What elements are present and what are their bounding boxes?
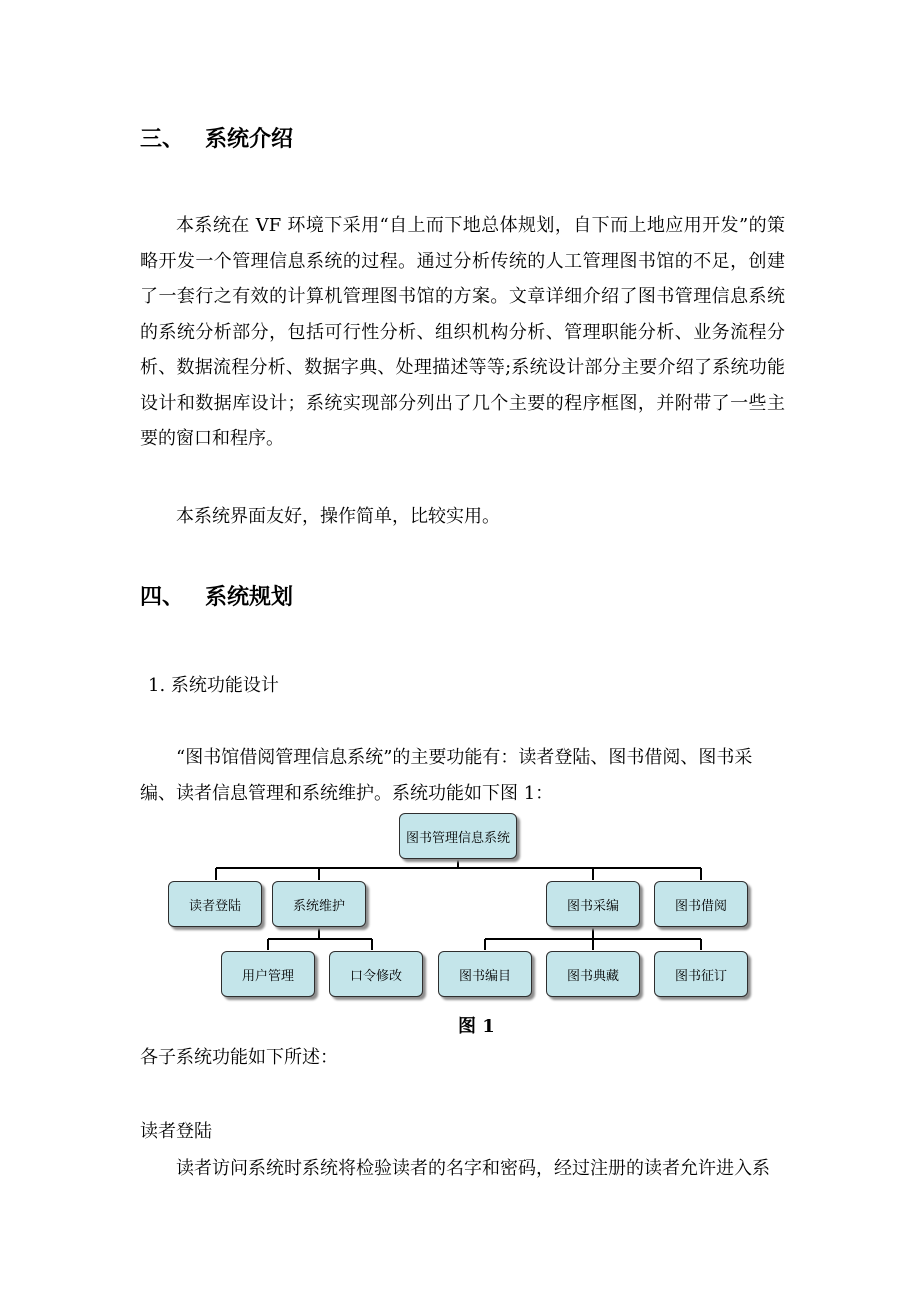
intro-line-2: 编、读者信息管理和系统维护。系统功能如下图 1： [140, 783, 554, 804]
subsystems-intro: 各子系统功能如下所述： [140, 1047, 338, 1068]
section-3-paragraph-2: 本系统界面友好，操作简单，比较实用。 [176, 506, 500, 527]
section-4-number: 四、 [140, 584, 185, 610]
section-3-title: 系统介绍 [205, 126, 294, 152]
reader-login-text: 读者访问系统时系统将检验读者的名字和密码，经过注册的读者允许进入系 [176, 1158, 770, 1179]
section-3-number: 三、 [140, 126, 185, 152]
figure-caption: 图 1 [458, 1016, 495, 1037]
intro-line-1: “图书馆借阅管理信息系统”的主要功能有：读者登陆、图书借阅、图书采 [176, 747, 753, 768]
diagram-node-system-maintenance: 系统维护 [272, 881, 366, 927]
diagram-root-node: 图书管理信息系统 [399, 813, 517, 859]
diagram-node-collection: 图书典藏 [546, 951, 640, 997]
diagram-node-ordering: 图书征订 [654, 951, 748, 997]
diagram-node-user-management: 用户管理 [221, 951, 315, 997]
diagram-node-reader-login: 读者登陆 [168, 881, 262, 927]
subsection-1-title: 1. 系统功能设计 [148, 675, 279, 696]
diagram-node-cataloging: 图书编目 [438, 951, 532, 997]
section-4-title: 系统规划 [205, 584, 294, 610]
diagram-node-book-acquisition: 图书采编 [546, 881, 640, 927]
diagram-node-book-borrowing: 图书借阅 [654, 881, 748, 927]
reader-login-heading: 读者登陆 [140, 1121, 212, 1142]
diagram-node-password-change: 口令修改 [329, 951, 423, 997]
section-3-paragraph-1: 本系统在 VF 环境下采用“自上而下地总体规划，自下而上地应用开发”的策略开发一个管理信息系统的过程。通过分析传统的人工管理图书馆的不足，创建了一套行之有效的计算机管理图书馆的方案。文章详细介绍了图书管理信息系统的系统分析部分，包括可行性分析、组织机构分析、管理职能分析、业务流程分析、数据流程分析、数据字典、处理描述等等;系统设计部分主要介绍了系统功能设计和数据库设计；系统实现部分列出了几个主要的程序框图，并附带了一些主要的窗口和程序。 [140, 215, 785, 449]
